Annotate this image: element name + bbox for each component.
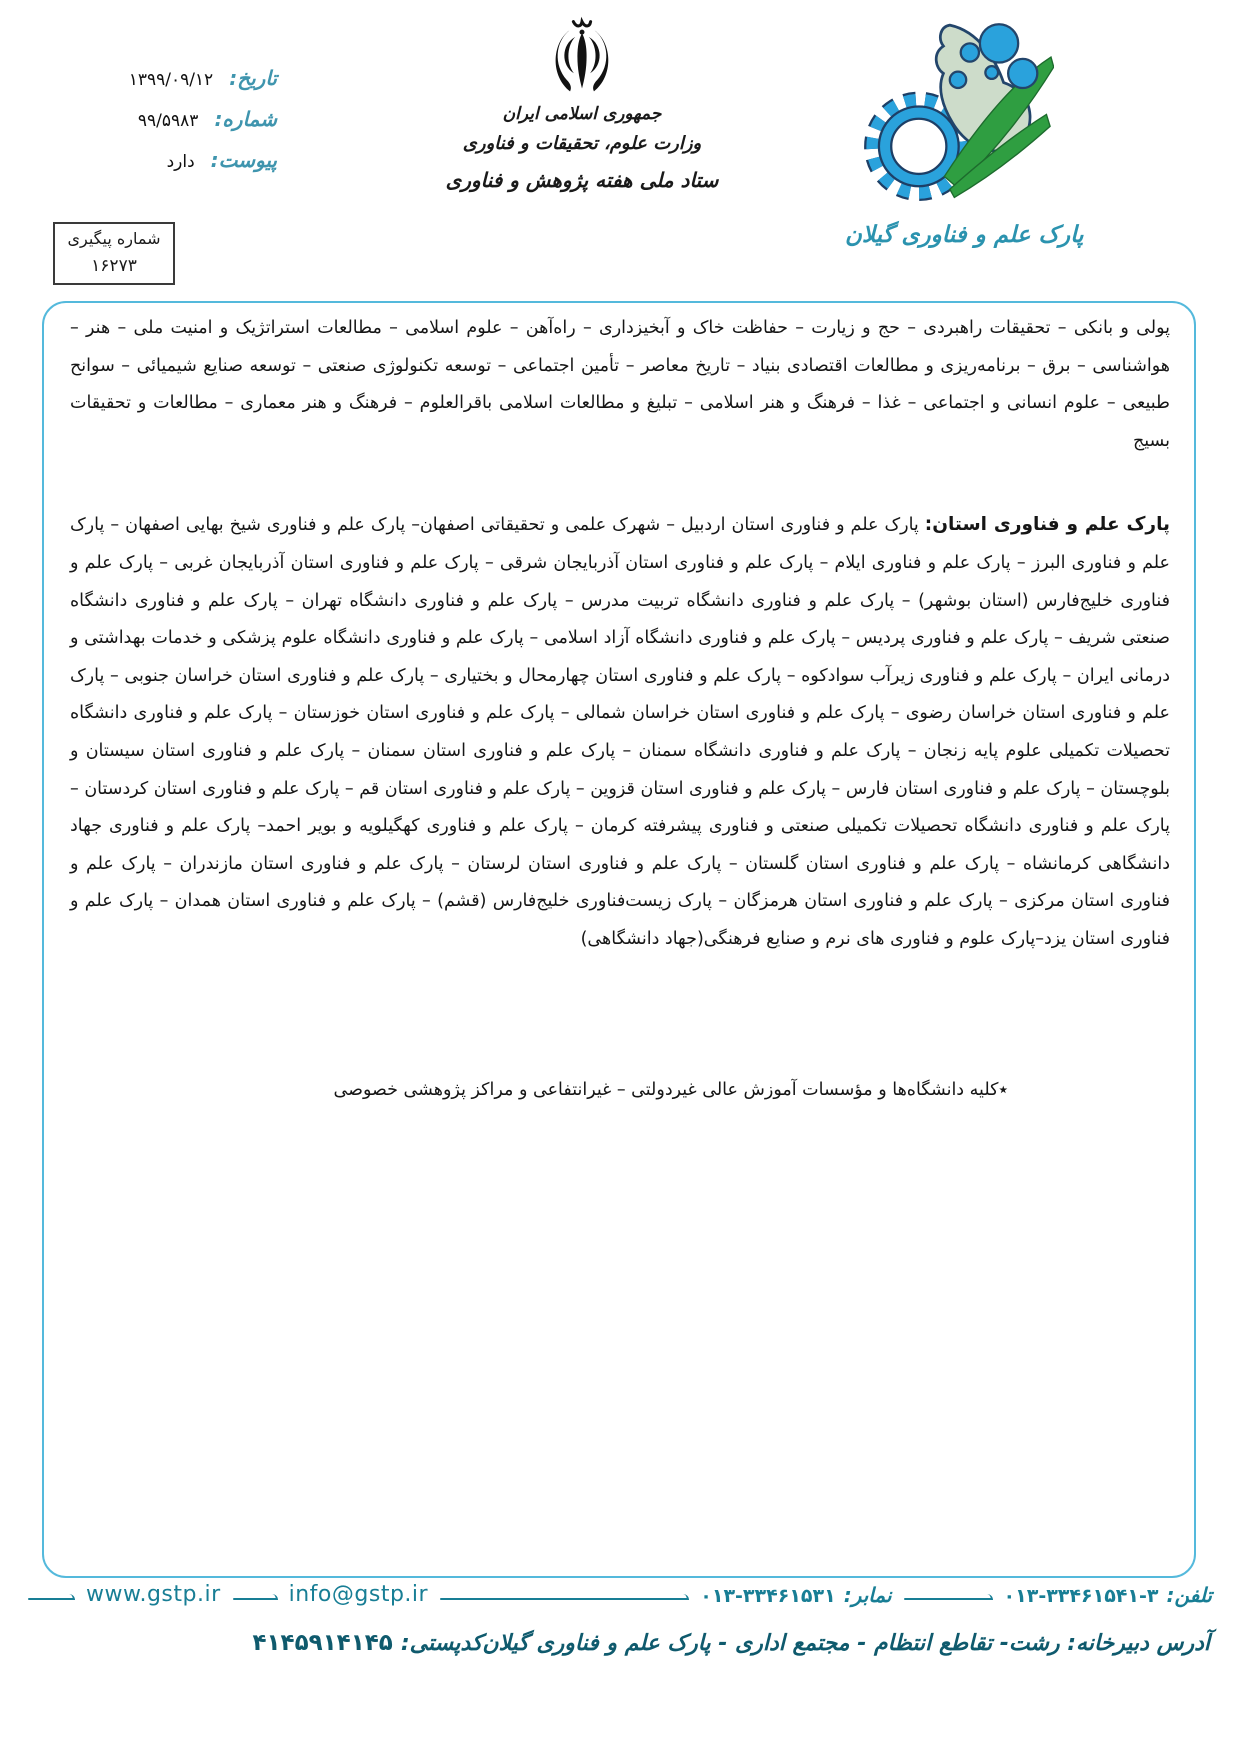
provincial-parks-text: پارک علم و فناوری استان اردبیل – شهرک علمی و تحقیقاتی اصفهان– پارک علم و فناوری شیخ بهایی اصفهان – پارک علم و فناوری البرز – پارک علم و فناوری ایلام – پارک علم و فناوری استان آذربایجان شرقی – پارک علم و فناوری استان آذربایجان غربی – پارک علم و فناوری خلیج‌فارس (استان بوشهر) – پارک علم و فناوری دانشگاه تربیت مدرس – پارک علم و فناوری دانشگاه تهران – پارک علم و فناوری دانشگاه صنعتی شریف – پارک علم و فناوری پردیس – پارک علم و فناوری دانشگاه آزاد اسلامی – پارک علم و فناوری دانشگاه علوم پزشکی و خدمات بهداشتی و درمانی ایران – پارک علم و فناوری زیرآب سوادکوه – پارک علم و فناوری استان چهارمحال و بختیاری – پارک علم و فناوری استان خراسان جنوبی – پارک علم و فناوری استان خراسان رضوی – پارک علم و فناوری استان خراسان شمالی – پارک علم و فناوری استان خوزستان – پارک علم و فناوری دانشگاه تحصیلات تکمیلی علوم پایه زنجان – پارک علم و فناوری دانشگاه سمنان – پارک علم و فناوری استان سمنان – پارک علم و فناوری استان سیستان و بلوچستان – پارک علم و فناوری استان فارس – پارک علم و فناوری استان قزوین – پارک علم و فناوری استان قم – پارک علم و فناوری استان کردستان – پارک علم و فناوری دانشگاه تحصیلات تکمیلی صنعتی و فناوری پیشرفته کرمان – پارک علم و فناوری کهگیلویه و بویر احمد– پارک علم و فناوری جهاد دانشگاهی کرمانشاه – پارک علم و فناوری استان گلستان – پارک علم و فناوری استان لرستان – پارک علم و فناوری استان مازندران – پارک علم و فناوری استان مرکزی – پارک علم و فناوری استان هرمزگان – پارک زیست‌فناوری خلیج‌فارس (قشم) – پارک علم و فناوری استان همدان – پارک علم و فناوری استان یزد–پارک علوم و فناوری های نرم و صنایع فرهنگی(جهاد دانشگاهی) [70,515,1170,949]
iran-national-emblem-icon [437,14,727,100]
date-row [52,66,277,90]
number-value: ۹۹/۵۹۸۳ [137,111,199,131]
letter-body [70,310,1170,959]
universities-note: ٭کلیه دانشگاه‌ها و مؤسسات آموزش عالی غیردولتی – غیرانتفاعی و مراکز پژوهشی خصوصی [333,1080,1008,1100]
website-text: www.gstp.ir [86,1582,221,1607]
phone-item [1004,1583,1212,1607]
tracking-value: ۱۶۲۷۳ [91,256,137,276]
attachment-label: پیوست: [210,148,277,172]
attachment-value: دارد [166,152,195,172]
org-logo-block [845,16,1084,248]
phone-label: تلفن: [1166,1582,1212,1607]
number-row [52,107,277,131]
postal-label: کدپستی: [400,1631,483,1656]
research-institutes-paragraph: پولی و بانکی – تحقیقات راهبردی – حج و زیارت – حفاظت خاک و آبخیزداری – راه‌آهن – علوم اسلامی – مطالعات استراتژیک و امنیت ملی – هنر – هواشناسی – برق – برنامه‌ریزی و مطالعات اقتصادی بنیاد – تاریخ معاصر – تأمین اجتماعی – توسعه تکنولوژی صنعتی – توسعه صنایع شیمیائی – سوانح طبیعی – علوم انسانی و اجتماعی – غذا – فرهنگ و هنر اسلامی – تبلیغ و مطالعات اسلامی باقرالعلوم – فرهنگ و هنر معماری – مطالعات و تحقیقات بسیج [70,318,1170,451]
postal-code [252,1630,482,1656]
address-text: آدرس دبیرخانه: رشت- تقاطع انتظام - مجتمع اداری - پارک علم و فناوری گیلان [482,1631,1210,1656]
separator-line-icon [233,1598,277,1600]
fax-item [700,1583,891,1607]
tracking-number-box [53,222,175,285]
fax-label: نمابر: [843,1582,892,1607]
header-center [437,14,727,192]
org-logo-caption: پارک علم و فناوری گیلان [845,222,1084,248]
separator-line-icon [440,1598,688,1600]
ministry-line: وزارت علوم، تحقیقات و فناوری [462,133,702,154]
government-line: جمهوری اسلامی ایران [502,104,662,124]
footer-address-row [252,1630,1210,1656]
tracking-label: شماره پیگیری [67,229,161,248]
date-label: تاریخ: [229,66,277,90]
provincial-parks-lead: پارک علم و فناوری استان: [924,514,1170,536]
separator-line-icon [28,1598,74,1600]
header-meta [52,66,277,189]
postal-value: ۴۱۴۵۹۱۴۱۴۵ [252,1630,393,1656]
footer-contact-row [28,1582,1212,1607]
number-label: شماره: [214,107,277,131]
email-text: info@gstp.ir [288,1582,429,1607]
separator-line-icon [904,1598,992,1600]
phone-value: ۰۱۳-۳۳۴۶۱۵۴۱-۳ [1003,1584,1159,1607]
fax-value: ۰۱۳-۳۳۴۶۱۵۳۱ [700,1584,836,1607]
date-value: ۱۳۹۹/۰۹/۱۲ [128,70,214,90]
provincial-parks-paragraph [70,506,1170,958]
guilan-stp-logo-icon [862,197,1054,216]
attachment-row [52,148,277,172]
headquarters-line: ستاد ملی هفته پژوهش و فناوری [445,168,719,192]
